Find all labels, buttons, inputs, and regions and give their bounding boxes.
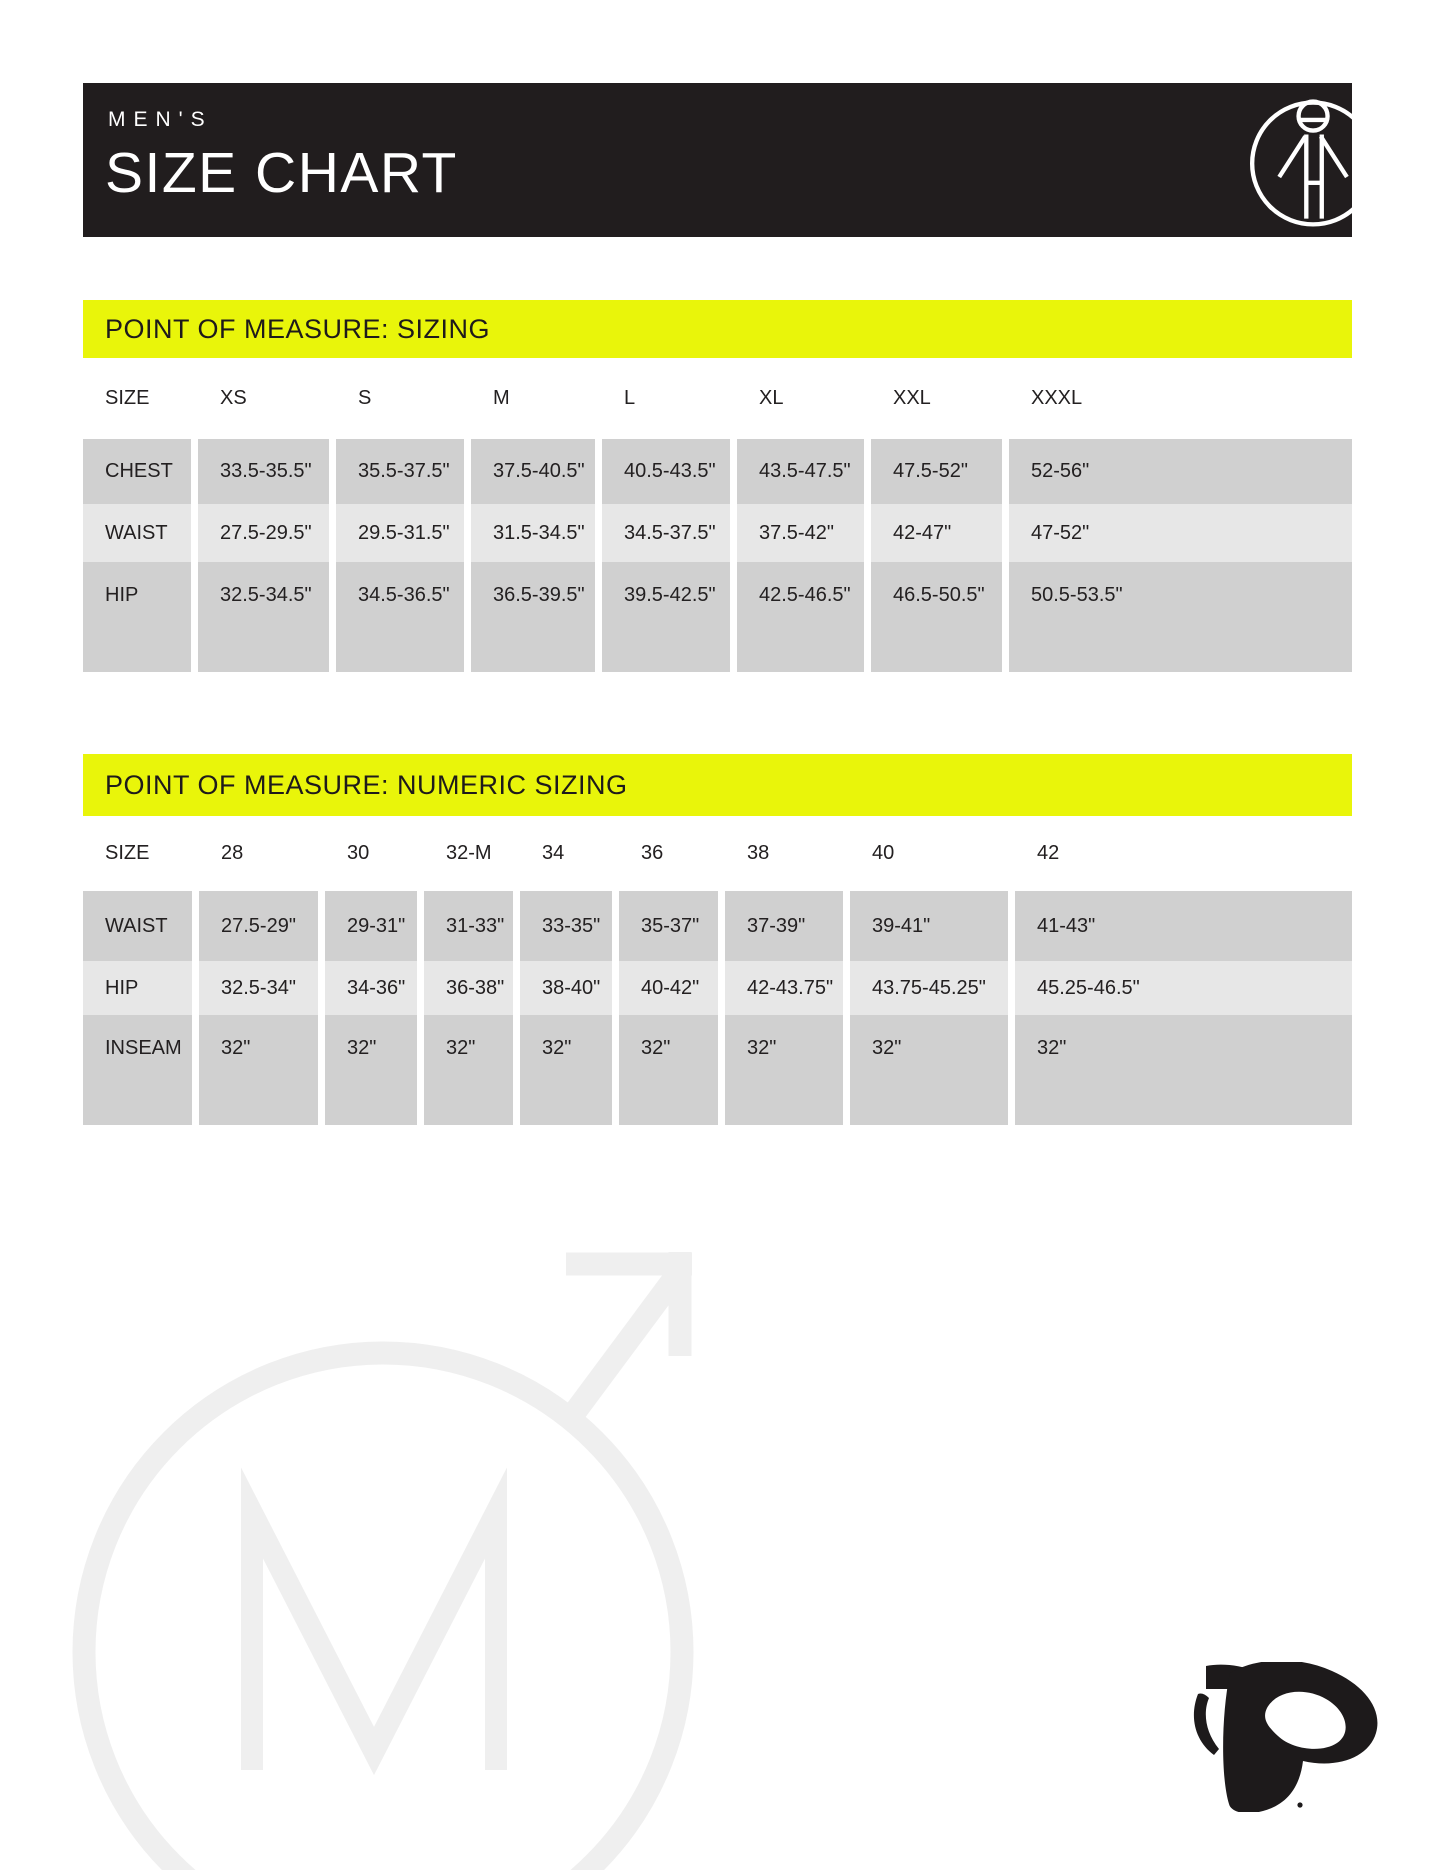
- table-cell: 52-56": [1009, 439, 1352, 504]
- table-cell: 33-35": [520, 891, 612, 961]
- column-header: SIZE: [105, 387, 150, 409]
- row-label: HIP: [83, 562, 191, 672]
- table-cell: 34.5-36.5": [336, 562, 464, 672]
- table-cell: 42.5-46.5": [737, 562, 864, 672]
- numeric-sizing-banner: [83, 754, 1352, 816]
- column-header: 38: [747, 842, 770, 864]
- table-cell: 35.5-37.5": [336, 439, 464, 504]
- column-header: 36: [641, 842, 664, 864]
- pearl-izumi-logo: [1193, 1662, 1383, 1812]
- column-header: M: [493, 387, 510, 409]
- page-title: SIZE CHART: [105, 141, 458, 205]
- row-label: CHEST: [83, 439, 191, 504]
- table-cell: 39-41": [850, 891, 1008, 961]
- table-cell: 27.5-29": [199, 891, 318, 961]
- table-cell: 32": [1015, 1015, 1352, 1125]
- table-cell: 36.5-39.5": [471, 562, 595, 672]
- table-cell: 34-36": [325, 961, 417, 1015]
- numeric-sizing-table: [83, 816, 1352, 1125]
- table-cell: 40.5-43.5": [602, 439, 730, 504]
- table-cell: 39.5-42.5": [602, 562, 730, 672]
- table-cell: 32.5-34": [199, 961, 318, 1015]
- table-cell: 27.5-29.5": [198, 504, 329, 562]
- row-label: WAIST: [83, 504, 191, 562]
- table-cell: 47-52": [1009, 504, 1352, 562]
- table-cell: 40-42": [619, 961, 718, 1015]
- table-cell: 38-40": [520, 961, 612, 1015]
- numeric-sizing-banner-label: POINT OF MEASURE: NUMERIC SIZING: [105, 769, 628, 800]
- table-cell: 35-37": [619, 891, 718, 961]
- table-cell: 42-47": [871, 504, 1002, 562]
- table-cell: 43.75-45.25": [850, 961, 1008, 1015]
- person-in-circle-icon: [1245, 90, 1352, 235]
- column-header: 42: [1037, 842, 1060, 864]
- table-cell: 37-39": [725, 891, 843, 961]
- table-cell: 41-43": [1015, 891, 1352, 961]
- table-cell: 34.5-37.5": [602, 504, 730, 562]
- table-cell: 29-31": [325, 891, 417, 961]
- table-cell: 33.5-35.5": [198, 439, 329, 504]
- table-cell: 50.5-53.5": [1009, 562, 1352, 672]
- column-header: 28: [221, 842, 244, 864]
- sizing-banner-label: POINT OF MEASURE: SIZING: [105, 313, 491, 344]
- column-header: 34: [542, 842, 565, 864]
- table-cell: 32": [850, 1015, 1008, 1125]
- column-header: XXXL: [1031, 387, 1083, 409]
- column-header: L: [624, 387, 636, 409]
- table-cell: 37.5-42": [737, 504, 864, 562]
- table-cell: 32": [725, 1015, 843, 1125]
- table-cell: 32": [199, 1015, 318, 1125]
- column-header: SIZE: [105, 842, 150, 864]
- column-header: XXL: [893, 387, 931, 409]
- sizing-banner: [83, 300, 1352, 358]
- table-cell: 42-43.75": [725, 961, 843, 1015]
- table-cell: 32.5-34.5": [198, 562, 329, 672]
- table-cell: 32": [619, 1015, 718, 1125]
- column-header: 40: [872, 842, 895, 864]
- table-cell: 37.5-40.5": [471, 439, 595, 504]
- table-cell: 47.5-52": [871, 439, 1002, 504]
- table-cell: 31-33": [424, 891, 513, 961]
- table-cell: 45.25-46.5": [1015, 961, 1352, 1015]
- sizing-table: [83, 358, 1352, 672]
- header-eyebrow: MEN'S: [108, 108, 213, 131]
- watermark-letter-m: [252, 1513, 496, 1770]
- column-header: 30: [347, 842, 370, 864]
- table-cell: 32": [520, 1015, 612, 1125]
- table-cell: 31.5-34.5": [471, 504, 595, 562]
- table-cell: 29.5-31.5": [336, 504, 464, 562]
- table-cell: 46.5-50.5": [871, 562, 1002, 672]
- column-header: S: [358, 387, 372, 409]
- table-cell: 32": [325, 1015, 417, 1125]
- table-cell: 36-38": [424, 961, 513, 1015]
- table-cell: 32": [424, 1015, 513, 1125]
- column-header: 32-M: [446, 842, 492, 864]
- row-label: WAIST: [83, 891, 192, 961]
- row-label: HIP: [83, 961, 192, 1015]
- column-header: XS: [220, 387, 247, 409]
- column-header: XL: [759, 387, 784, 409]
- table-cell: 43.5-47.5": [737, 439, 864, 504]
- row-label: INSEAM: [83, 1015, 192, 1125]
- page-header: [83, 83, 1352, 237]
